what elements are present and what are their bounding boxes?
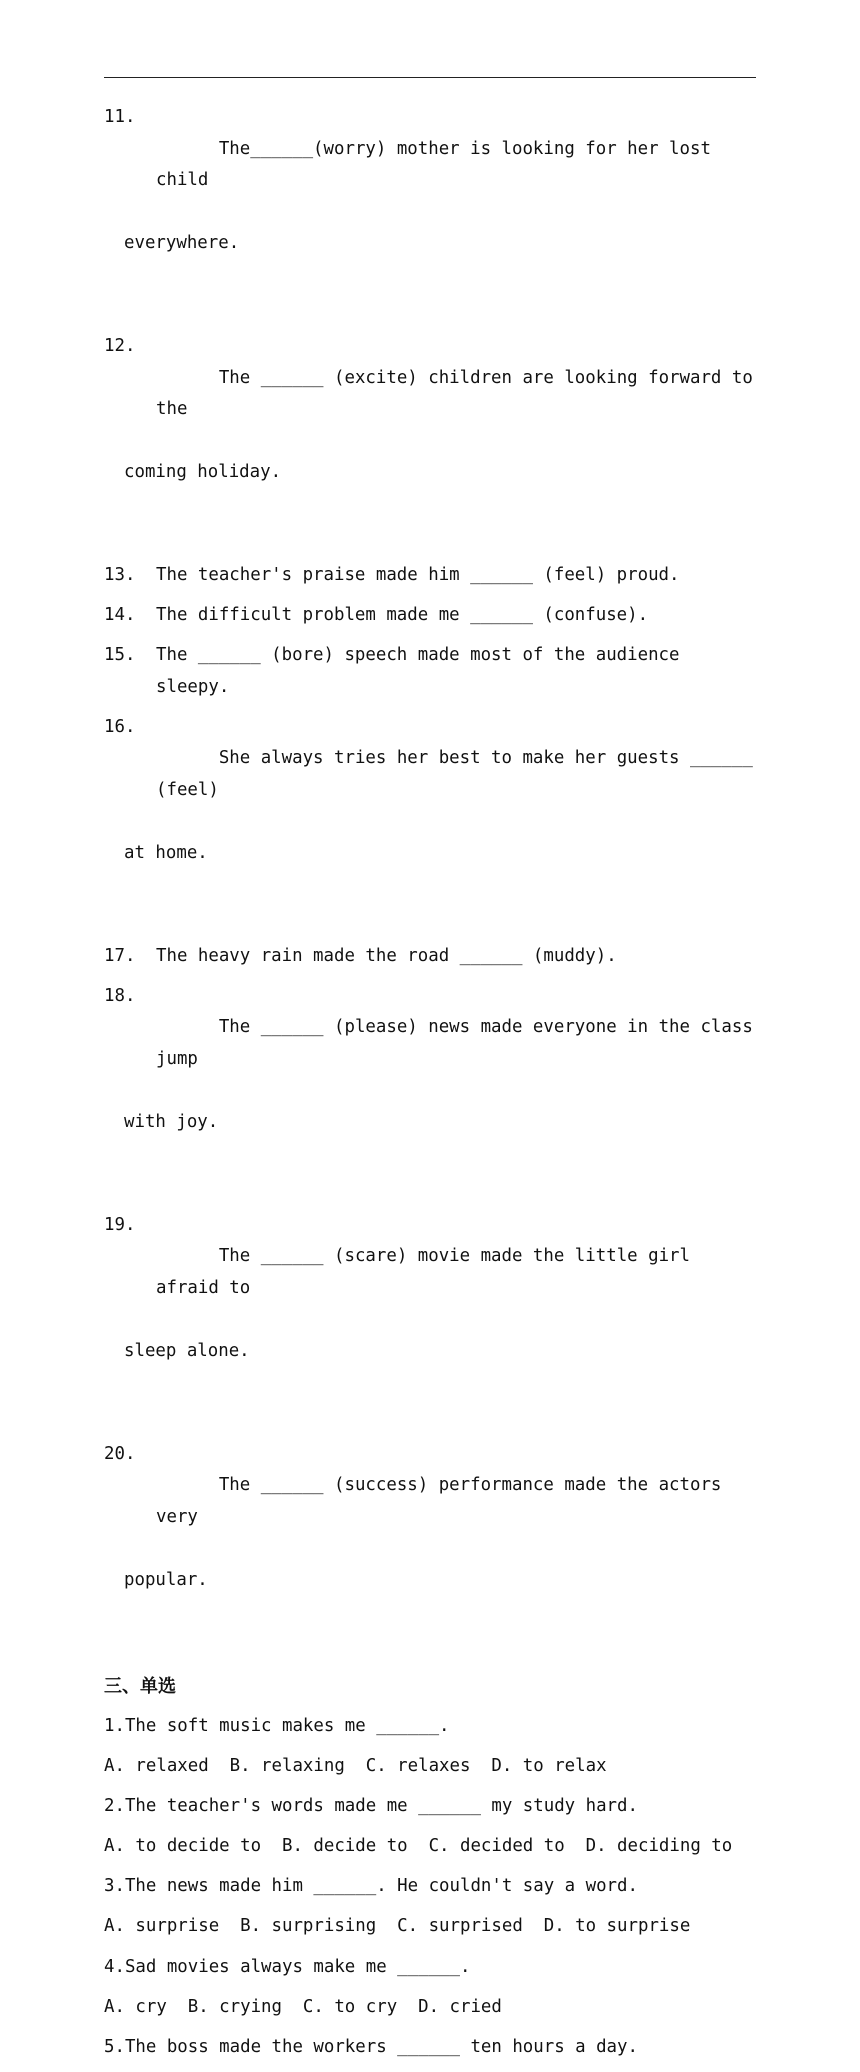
question-text (124, 1210, 756, 1431)
question-text (124, 981, 764, 1202)
mc-question-2: 2.The teacher's words made me ______ my study hard. (104, 1796, 638, 1817)
question-number: 16. (104, 716, 136, 737)
question-text (124, 1439, 756, 1660)
fill-in-question-17 (104, 941, 756, 973)
header-rule (104, 77, 756, 78)
fill-in-question-12 (104, 331, 764, 552)
question-number: 14. (104, 605, 136, 625)
question-line-1: She always tries her best to make her guests ______ (feel) (156, 748, 764, 800)
mc-question-3: 3.The news made him ______. He couldn't say a word. (104, 1876, 638, 1897)
mc-question-4: 4.Sad movies always make me ______. (104, 1956, 471, 1977)
question-number: 13. (104, 565, 136, 585)
question-text: The teacher's praise made him ______ (feel) proud. (156, 565, 680, 585)
fill-in-question-20 (104, 1439, 756, 1660)
question-line-1: The ______ (success) performance made the actors very (156, 1475, 732, 1527)
section-heading: 三、单选 (104, 1676, 176, 1697)
mc-options-1: A. relaxed B. relaxing C. relaxes D. to relax (104, 1756, 607, 1777)
question-number: 15. (104, 645, 136, 665)
mc-options-3: A. surprise B. surprising C. surprised D. to surprise (104, 1916, 691, 1937)
question-line-1: The ______ (please) news made everyone in the class jump (156, 1017, 764, 1069)
question-number: 12. (104, 336, 136, 356)
question-text: The heavy rain made the road ______ (muddy). (156, 945, 617, 966)
question-line-2: with joy. (124, 1111, 219, 1132)
mc-options-2: A. to decide to B. decide to C. decided to D. deciding to (104, 1836, 733, 1857)
question-text (124, 331, 764, 552)
fill-in-question-13 (104, 560, 756, 592)
fill-in-question-19 (104, 1210, 756, 1431)
fill-in-question-14 (104, 600, 756, 632)
question-number: 11. (104, 107, 136, 127)
question-number: 17. (104, 945, 136, 966)
question-line-1: The______(worry) mother is looking for her lost child (156, 138, 722, 190)
question-line-2: sleep alone. (124, 1340, 250, 1361)
question-number: 18. (104, 985, 136, 1006)
fill-in-question-18 (104, 981, 764, 1202)
question-text (124, 712, 764, 933)
fill-in-question-15 (104, 640, 756, 703)
question-text (124, 102, 756, 323)
question-line-2: popular. (124, 1569, 208, 1590)
question-line-1: The ______ (excite) children are looking forward to the (156, 367, 764, 419)
mc-options-4: A. cry B. crying C. to cry D. cried (104, 1996, 502, 2017)
worksheet-body (104, 102, 764, 2072)
mc-question-1: 1.The soft music makes me ______. (104, 1716, 450, 1736)
mc-question-5: 5.The boss made the workers ______ ten hours a day. (104, 2036, 638, 2057)
question-line-2: everywhere. (124, 233, 240, 253)
question-number: 19. (104, 1214, 136, 1235)
question-line-2: coming holiday. (124, 462, 282, 482)
question-number: 20. (104, 1443, 136, 1464)
question-line-2: at home. (124, 842, 208, 863)
question-text: The ______ (bore) speech made most of the audience sleepy. (156, 645, 690, 697)
fill-in-question-16 (104, 712, 764, 933)
question-text: The difficult problem made me ______ (confuse). (156, 605, 649, 625)
question-line-1: The ______ (scare) movie made the little girl afraid to (156, 1246, 701, 1298)
fill-in-question-11 (104, 102, 756, 323)
